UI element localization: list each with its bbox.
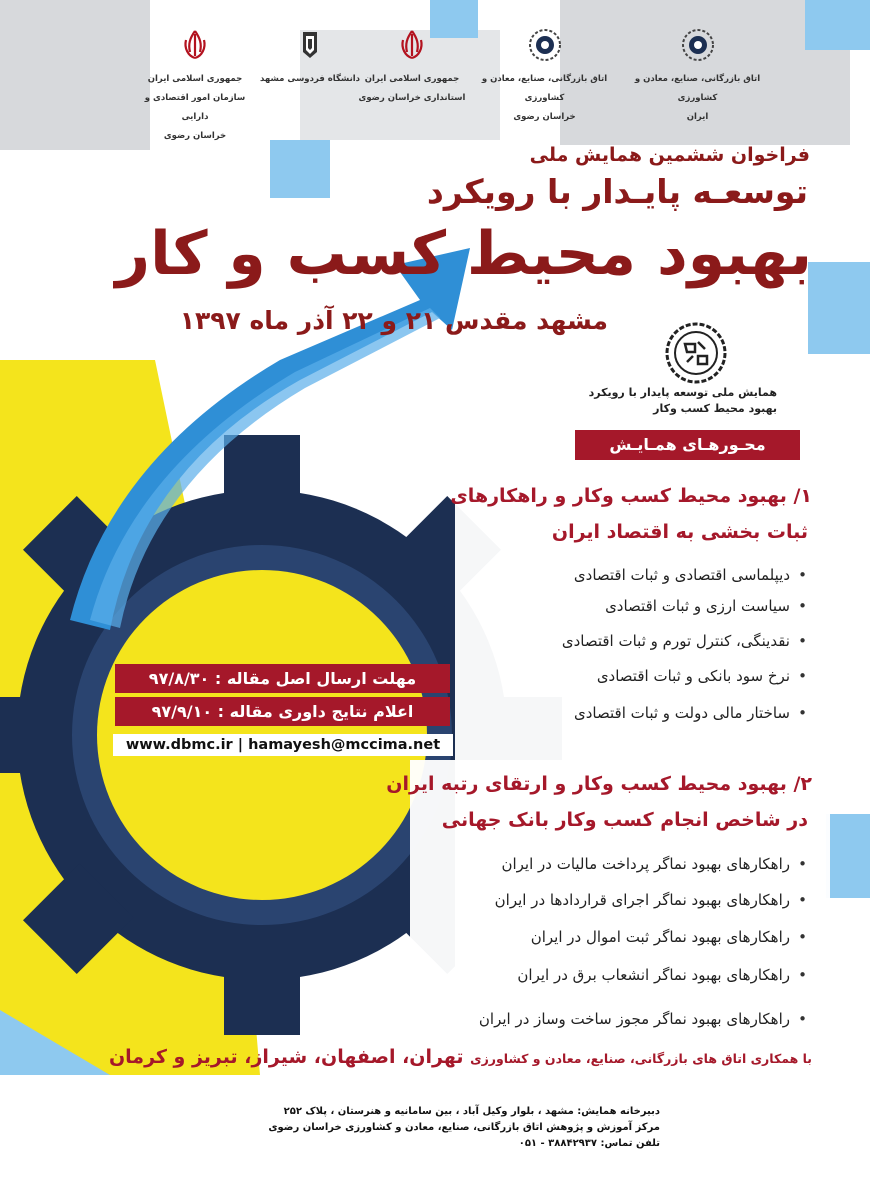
partners-line (109, 1046, 812, 1068)
logo-chamber-khorasan (477, 28, 612, 123)
review-results-date: اعلام نتایج داوری مقاله : ۹۷/۹/۱۰ (115, 697, 450, 726)
list-item: • دیپلماسی اقتصادی و ثبات اقتصادی (574, 566, 790, 584)
iran-emblem-icon (395, 28, 429, 62)
logo-label: دانشگاه فردوسی مشهد (259, 74, 361, 84)
submission-deadline: مهلت ارسال اصل مقاله : ۹۷/۸/۳۰ (115, 664, 450, 693)
logo-governorate (352, 28, 472, 104)
logo-label: جمهوری اسلامی ایران سازمان امور اقتصادی و دارایی خراسان رضوی (144, 74, 246, 141)
website-and-email: www.dbmc.ir | hamayesh@mccima.net (113, 734, 453, 756)
iran-emblem-icon (178, 28, 212, 62)
list-item: • نقدینگی، کنترل تورم و ثبات اقتصادی (562, 632, 790, 650)
chamber-of-commerce-icon (528, 28, 562, 62)
axis-1-heading-cont: ثبات بخشی به اقتصاد ایران (551, 521, 808, 543)
logo-label: جمهوری اسلامی ایران استانداری خراسان رضوی (358, 74, 466, 103)
sky-square (805, 0, 870, 50)
list-item: • راهکارهای بهبود نماگر انشعاب برق در ایران (517, 966, 790, 984)
list-item: • سیاست ارزی و ثبات اقتصادی (605, 597, 790, 615)
conference-logo-icon (665, 322, 727, 384)
axis-2-heading: ۲/ بهبود محیط کسب وکار و ارتقای رتبه ایران (386, 773, 812, 795)
list-item: • راهکارهای بهبود نماگر ثبت اموال در ایران (531, 928, 790, 946)
axis-1-heading: ۱/ بهبود محیط کسب وکار و راهکارهای (450, 485, 812, 507)
gray-square (0, 0, 150, 150)
list-item: • راهکارهای بهبود نماگر پرداخت مالیات در ایران (501, 855, 790, 873)
sky-square (826, 814, 870, 898)
event-dateline: مشهد مقدس ۲۱ و ۲۲ آذر ماه ۱۳۹۷ (179, 306, 608, 335)
list-item: • راهکارهای بهبود نماگر اجرای قراردادها در ایران (495, 891, 790, 909)
list-item: • نرخ سود بانکی و ثبات اقتصادی (597, 667, 790, 685)
call-for-papers: فراخوان ششمین همایش ملی (529, 144, 810, 166)
secretariat-info: دبیرخانه همایش: مشهد ، بلوار وکیل آباد ، بین سامانیه و هنرستان ، پلاک ۲۵۲ مرکز آموزش و پژوهش اتاق بازرگانی، صنایع، معادن و کشاورزی خراسان رضوی تلفن تماس: ۳۸۸۴۲۹۳۷ - ۰۵۱ (268, 1106, 660, 1149)
conference-logo-caption: همایش ملی توسعه پایدار با رویکرد بهبود محیط کسب وکار (588, 386, 777, 415)
title-line-1: توسعـه پایـدار با رویکرد (426, 172, 808, 211)
axes-title: محـورهـای همـایـش (575, 430, 800, 460)
title-line-2: بهبود محیط کسب و کار (115, 219, 812, 289)
logo-chamber-iran (630, 28, 765, 123)
axis-2-heading-cont: در شاخص انجام کسب وکار بانک جهانی (441, 809, 808, 831)
chamber-of-commerce-icon (681, 28, 715, 62)
logo-economy-ministry (135, 28, 255, 142)
ferdowsi-university-icon (293, 28, 327, 62)
partner-cities: تهران، اصفهان، شیراز، تبریز و کرمان (108, 1046, 464, 1068)
list-item: • ساختار مالی دولت و ثبات اقتصادی (574, 704, 790, 722)
logo-label: اتاق بازرگانی، صنایع، معادن و کشاورزی خراسان رضوی (481, 74, 608, 122)
logo-label: اتاق بازرگانی، صنایع، معادن و کشاورزی ایران (634, 74, 761, 122)
list-item: • راهکارهای بهبود نماگر مجوز ساخت وساز در ایران (479, 1010, 790, 1028)
sky-square (270, 140, 330, 198)
sky-square (808, 262, 870, 354)
partners-prefix: با همکاری اتاق های بازرگانی، صنایع، معادن و کشاورزی (470, 1051, 812, 1066)
